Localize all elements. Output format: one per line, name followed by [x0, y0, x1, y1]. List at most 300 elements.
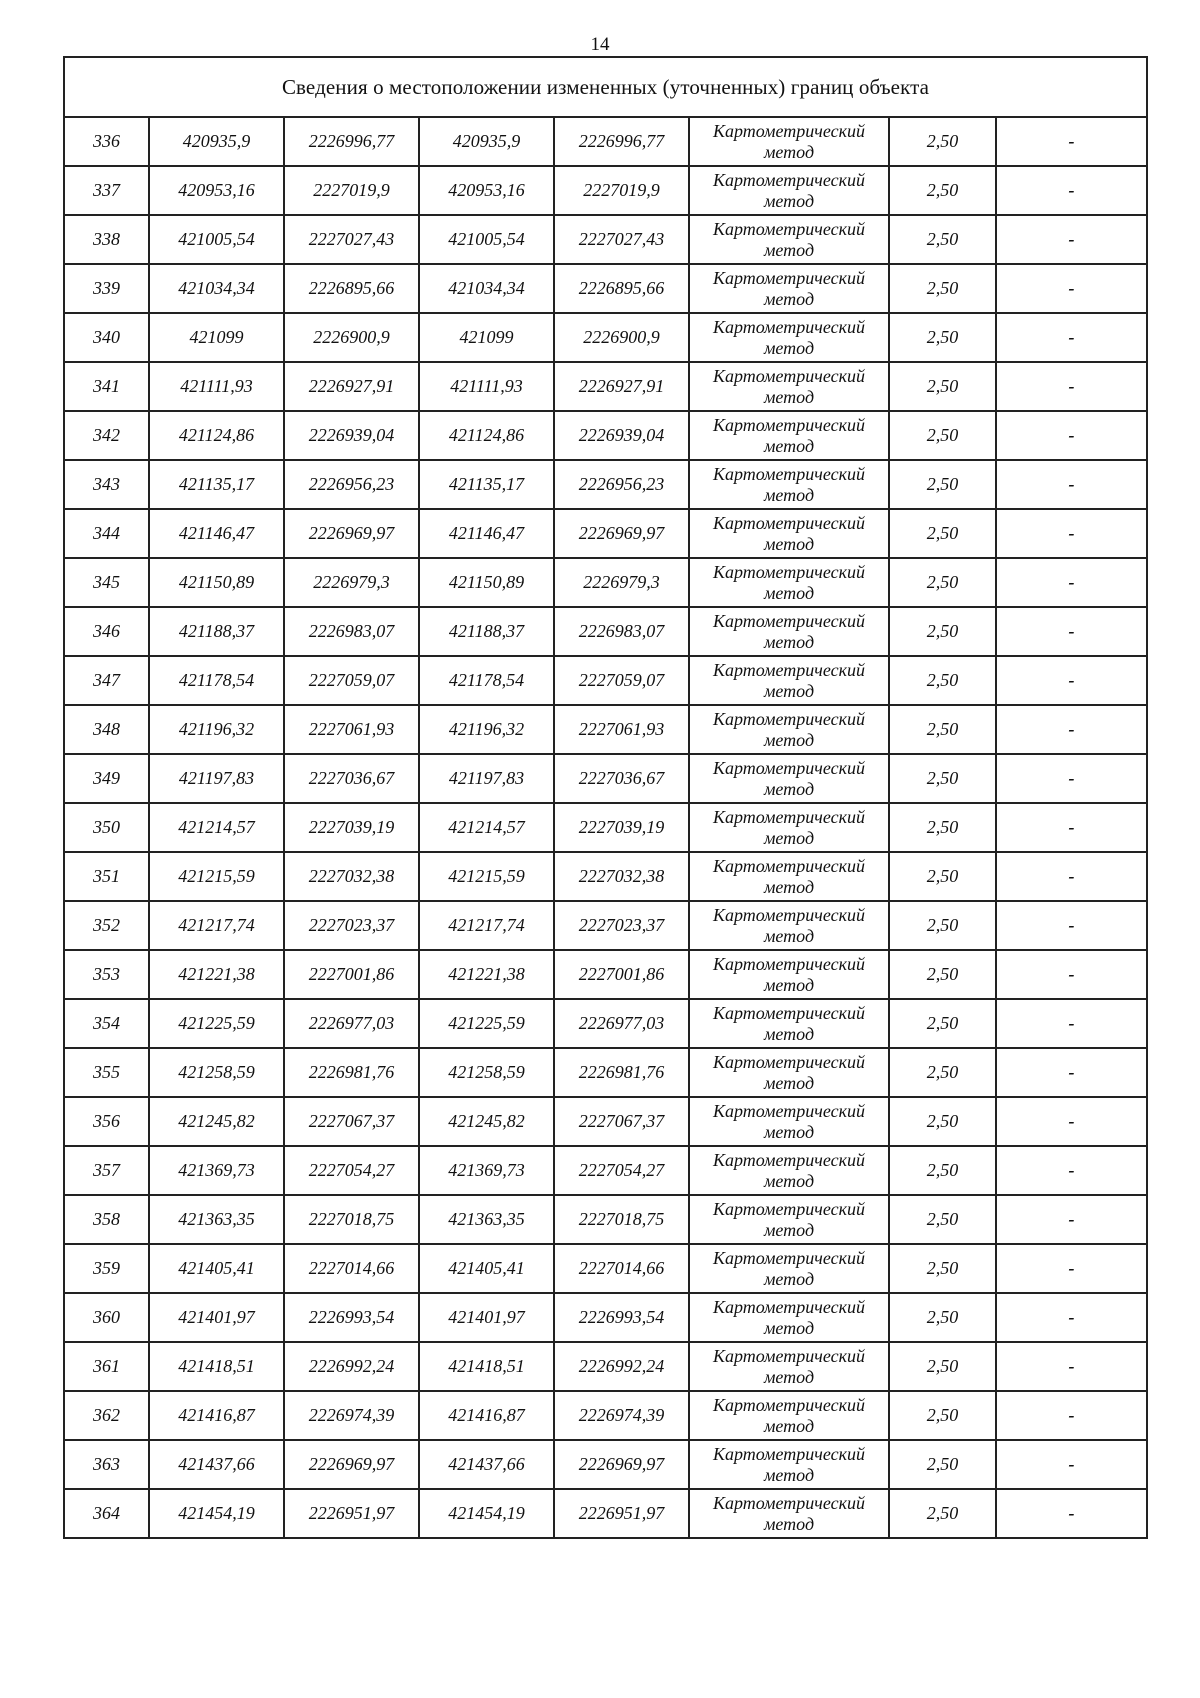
refined-y-cell: 2226996,77: [554, 117, 689, 166]
method-cell: [689, 1489, 889, 1538]
method-line-1: Картометрический: [712, 855, 865, 876]
method-line-2: метод: [763, 1023, 815, 1044]
precision-cell: 2,50: [889, 607, 996, 656]
method-line-2: метод: [763, 386, 815, 407]
table-row: [64, 362, 1147, 411]
existing-y-cell: 2226993,54: [284, 1293, 419, 1342]
precision-cell: 2,50: [889, 1097, 996, 1146]
point-number-cell: 347: [64, 656, 149, 705]
existing-x-cell: 421135,17: [149, 460, 284, 509]
note-cell: -: [996, 166, 1147, 215]
refined-y-cell: 2227001,86: [554, 950, 689, 999]
method-line-2: метод: [763, 337, 815, 358]
precision-cell: 2,50: [889, 460, 996, 509]
note-cell: -: [996, 1342, 1147, 1391]
existing-x-cell: 421437,66: [149, 1440, 284, 1489]
existing-y-cell: 2227061,93: [284, 705, 419, 754]
method-line-2: метод: [763, 1170, 815, 1191]
refined-x-cell: 421363,35: [419, 1195, 554, 1244]
method-line-2: метод: [763, 1415, 815, 1436]
refined-y-cell: 2226939,04: [554, 411, 689, 460]
table-row: [64, 1293, 1147, 1342]
table-row: [64, 999, 1147, 1048]
method-cell: [689, 166, 889, 215]
method-line-2: метод: [763, 484, 815, 505]
note-cell: -: [996, 1293, 1147, 1342]
point-number-cell: 336: [64, 117, 149, 166]
method-line-2: метод: [763, 729, 815, 750]
table-row: [64, 411, 1147, 460]
refined-y-cell: 2227061,93: [554, 705, 689, 754]
existing-x-cell: 421197,83: [149, 754, 284, 803]
method-cell: [689, 460, 889, 509]
point-number-cell: 351: [64, 852, 149, 901]
method-line-2: метод: [763, 239, 815, 260]
point-number-cell: 337: [64, 166, 149, 215]
note-cell: -: [996, 950, 1147, 999]
existing-x-cell: 421196,32: [149, 705, 284, 754]
method-cell: [689, 1293, 889, 1342]
existing-x-cell: 421005,54: [149, 215, 284, 264]
point-number-cell: 361: [64, 1342, 149, 1391]
method-cell: [689, 558, 889, 607]
existing-x-cell: 421221,38: [149, 950, 284, 999]
precision-cell: 2,50: [889, 656, 996, 705]
point-number-cell: 340: [64, 313, 149, 362]
existing-x-cell: 421178,54: [149, 656, 284, 705]
method-line-1: Картометрический: [712, 1345, 865, 1366]
existing-y-cell: 2226981,76: [284, 1048, 419, 1097]
method-cell: [689, 901, 889, 950]
refined-y-cell: 2226956,23: [554, 460, 689, 509]
refined-x-cell: 421150,89: [419, 558, 554, 607]
method-cell: [689, 852, 889, 901]
method-cell: [689, 607, 889, 656]
note-cell: -: [996, 607, 1147, 656]
point-number-cell: 359: [64, 1244, 149, 1293]
refined-x-cell: 421178,54: [419, 656, 554, 705]
existing-y-cell: 2226992,24: [284, 1342, 419, 1391]
existing-y-cell: 2226895,66: [284, 264, 419, 313]
note-cell: -: [996, 1195, 1147, 1244]
existing-y-cell: 2226939,04: [284, 411, 419, 460]
refined-y-cell: 2227018,75: [554, 1195, 689, 1244]
method-cell: [689, 1440, 889, 1489]
point-number-cell: 338: [64, 215, 149, 264]
method-line-1: Картометрический: [712, 1149, 865, 1170]
existing-y-cell: 2227067,37: [284, 1097, 419, 1146]
table-row: [64, 1391, 1147, 1440]
precision-cell: 2,50: [889, 901, 996, 950]
existing-x-cell: 421124,86: [149, 411, 284, 460]
existing-x-cell: 421225,59: [149, 999, 284, 1048]
method-line-2: метод: [763, 435, 815, 456]
table-row: [64, 1146, 1147, 1195]
existing-x-cell: 421245,82: [149, 1097, 284, 1146]
method-line-1: Картометрический: [712, 1051, 865, 1072]
method-cell: [689, 411, 889, 460]
method-line-2: метод: [763, 288, 815, 309]
refined-x-cell: 421197,83: [419, 754, 554, 803]
method-cell: [689, 803, 889, 852]
method-cell: [689, 362, 889, 411]
method-cell: [689, 509, 889, 558]
table-row: [64, 950, 1147, 999]
refined-y-cell: 2227014,66: [554, 1244, 689, 1293]
existing-x-cell: 421214,57: [149, 803, 284, 852]
point-number-cell: 352: [64, 901, 149, 950]
table-body: [64, 57, 1147, 1538]
existing-y-cell: 2227032,38: [284, 852, 419, 901]
point-number-cell: 355: [64, 1048, 149, 1097]
method-line-1: Картометрический: [712, 1198, 865, 1219]
refined-x-cell: 421418,51: [419, 1342, 554, 1391]
refined-y-cell: 2227067,37: [554, 1097, 689, 1146]
refined-x-cell: 421188,37: [419, 607, 554, 656]
existing-x-cell: 421034,34: [149, 264, 284, 313]
method-cell: [689, 999, 889, 1048]
method-line-1: Картометрический: [712, 1443, 865, 1464]
existing-y-cell: 2227001,86: [284, 950, 419, 999]
method-line-1: Картометрический: [712, 1296, 865, 1317]
existing-x-cell: 421099: [149, 313, 284, 362]
method-cell: [689, 1195, 889, 1244]
note-cell: -: [996, 803, 1147, 852]
page-number: 14: [590, 34, 610, 55]
method-line-1: Картометрический: [712, 659, 865, 680]
existing-y-cell: 2226969,97: [284, 1440, 419, 1489]
method-cell: [689, 313, 889, 362]
note-cell: -: [996, 754, 1147, 803]
table-row: [64, 852, 1147, 901]
method-line-2: метод: [763, 190, 815, 211]
refined-x-cell: 421146,47: [419, 509, 554, 558]
existing-y-cell: 2226983,07: [284, 607, 419, 656]
precision-cell: 2,50: [889, 950, 996, 999]
refined-y-cell: 2226951,97: [554, 1489, 689, 1538]
method-line-2: метод: [763, 1072, 815, 1093]
refined-y-cell: 2227023,37: [554, 901, 689, 950]
method-line-1: Картометрический: [712, 120, 865, 141]
point-number-cell: 353: [64, 950, 149, 999]
table-row: [64, 1195, 1147, 1244]
precision-cell: 2,50: [889, 852, 996, 901]
method-line-1: Картометрический: [712, 1002, 865, 1023]
existing-y-cell: 2226956,23: [284, 460, 419, 509]
existing-x-cell: 421215,59: [149, 852, 284, 901]
method-line-1: Картометрический: [712, 708, 865, 729]
method-line-1: Картометрический: [712, 904, 865, 925]
point-number-cell: 348: [64, 705, 149, 754]
refined-y-cell: 2227036,67: [554, 754, 689, 803]
method-line-2: метод: [763, 974, 815, 995]
method-line-1: Картометрический: [712, 267, 865, 288]
note-cell: -: [996, 1440, 1147, 1489]
refined-y-cell: 2226977,03: [554, 999, 689, 1048]
precision-cell: 2,50: [889, 362, 996, 411]
existing-x-cell: 421418,51: [149, 1342, 284, 1391]
precision-cell: 2,50: [889, 1195, 996, 1244]
refined-x-cell: 421124,86: [419, 411, 554, 460]
table-row: [64, 656, 1147, 705]
point-number-cell: 360: [64, 1293, 149, 1342]
method-line-2: метод: [763, 1464, 815, 1485]
note-cell: -: [996, 1097, 1147, 1146]
point-number-cell: 358: [64, 1195, 149, 1244]
refined-x-cell: 421217,74: [419, 901, 554, 950]
refined-y-cell: 2226895,66: [554, 264, 689, 313]
refined-x-cell: 421221,38: [419, 950, 554, 999]
note-cell: -: [996, 460, 1147, 509]
refined-x-cell: 421369,73: [419, 1146, 554, 1195]
note-cell: -: [996, 215, 1147, 264]
precision-cell: 2,50: [889, 1489, 996, 1538]
refined-y-cell: 2227059,07: [554, 656, 689, 705]
refined-y-cell: 2226981,76: [554, 1048, 689, 1097]
method-cell: [689, 1342, 889, 1391]
point-number-cell: 343: [64, 460, 149, 509]
precision-cell: 2,50: [889, 754, 996, 803]
table-row: [64, 607, 1147, 656]
precision-cell: 2,50: [889, 1440, 996, 1489]
existing-y-cell: 2227014,66: [284, 1244, 419, 1293]
table-row: [64, 803, 1147, 852]
boundary-coordinates-table: [63, 56, 1148, 1539]
note-cell: -: [996, 411, 1147, 460]
note-cell: -: [996, 264, 1147, 313]
refined-x-cell: 421225,59: [419, 999, 554, 1048]
method-line-1: Картометрический: [712, 953, 865, 974]
precision-cell: 2,50: [889, 1146, 996, 1195]
precision-cell: 2,50: [889, 1048, 996, 1097]
precision-cell: 2,50: [889, 1342, 996, 1391]
point-number-cell: 344: [64, 509, 149, 558]
refined-x-cell: 421245,82: [419, 1097, 554, 1146]
method-cell: [689, 1048, 889, 1097]
table-title-row: [64, 57, 1147, 117]
method-line-1: Картометрический: [712, 316, 865, 337]
point-number-cell: 346: [64, 607, 149, 656]
refined-x-cell: 421401,97: [419, 1293, 554, 1342]
refined-x-cell: 421416,87: [419, 1391, 554, 1440]
method-line-1: Картометрический: [712, 512, 865, 533]
existing-x-cell: 421405,41: [149, 1244, 284, 1293]
method-cell: [689, 117, 889, 166]
existing-y-cell: 2226900,9: [284, 313, 419, 362]
existing-y-cell: 2227059,07: [284, 656, 419, 705]
method-line-2: метод: [763, 1317, 815, 1338]
table-row: [64, 215, 1147, 264]
method-cell: [689, 1146, 889, 1195]
table-row: [64, 509, 1147, 558]
existing-x-cell: 421146,47: [149, 509, 284, 558]
method-line-2: метод: [763, 1121, 815, 1142]
existing-y-cell: 2226996,77: [284, 117, 419, 166]
refined-y-cell: 2226900,9: [554, 313, 689, 362]
method-line-1: Картометрический: [712, 610, 865, 631]
refined-y-cell: 2226979,3: [554, 558, 689, 607]
refined-y-cell: 2226992,24: [554, 1342, 689, 1391]
point-number-cell: 341: [64, 362, 149, 411]
method-line-2: метод: [763, 827, 815, 848]
existing-y-cell: 2226977,03: [284, 999, 419, 1048]
existing-y-cell: 2226979,3: [284, 558, 419, 607]
note-cell: -: [996, 558, 1147, 607]
refined-x-cell: 421099: [419, 313, 554, 362]
method-cell: [689, 754, 889, 803]
table-row: [64, 1440, 1147, 1489]
point-number-cell: 349: [64, 754, 149, 803]
method-line-2: метод: [763, 1366, 815, 1387]
point-number-cell: 363: [64, 1440, 149, 1489]
existing-x-cell: 421369,73: [149, 1146, 284, 1195]
refined-x-cell: 421214,57: [419, 803, 554, 852]
table-row: [64, 117, 1147, 166]
existing-x-cell: 421454,19: [149, 1489, 284, 1538]
precision-cell: 2,50: [889, 803, 996, 852]
note-cell: -: [996, 705, 1147, 754]
method-line-2: метод: [763, 1219, 815, 1240]
method-line-1: Картометрический: [712, 169, 865, 190]
table-row: [64, 313, 1147, 362]
method-line-1: Картометрический: [712, 1492, 865, 1513]
existing-y-cell: 2226969,97: [284, 509, 419, 558]
table-row: [64, 264, 1147, 313]
method-cell: [689, 1391, 889, 1440]
refined-x-cell: 420935,9: [419, 117, 554, 166]
refined-x-cell: 421405,41: [419, 1244, 554, 1293]
refined-x-cell: 421454,19: [419, 1489, 554, 1538]
table-row: [64, 705, 1147, 754]
method-cell: [689, 264, 889, 313]
point-number-cell: 339: [64, 264, 149, 313]
existing-y-cell: 2227018,75: [284, 1195, 419, 1244]
method-line-2: метод: [763, 876, 815, 897]
refined-x-cell: 421437,66: [419, 1440, 554, 1489]
refined-x-cell: 421258,59: [419, 1048, 554, 1097]
existing-x-cell: 421416,87: [149, 1391, 284, 1440]
refined-x-cell: 421215,59: [419, 852, 554, 901]
method-line-2: метод: [763, 1513, 815, 1534]
existing-y-cell: 2226927,91: [284, 362, 419, 411]
note-cell: -: [996, 1391, 1147, 1440]
note-cell: -: [996, 1489, 1147, 1538]
existing-x-cell: 421363,35: [149, 1195, 284, 1244]
existing-x-cell: 421217,74: [149, 901, 284, 950]
method-line-2: метод: [763, 141, 815, 162]
table-row: [64, 460, 1147, 509]
refined-y-cell: 2226974,39: [554, 1391, 689, 1440]
refined-y-cell: 2226993,54: [554, 1293, 689, 1342]
refined-x-cell: 421196,32: [419, 705, 554, 754]
existing-x-cell: 421258,59: [149, 1048, 284, 1097]
precision-cell: 2,50: [889, 705, 996, 754]
precision-cell: 2,50: [889, 1391, 996, 1440]
point-number-cell: 354: [64, 999, 149, 1048]
note-cell: -: [996, 362, 1147, 411]
method-cell: [689, 1097, 889, 1146]
refined-x-cell: 421111,93: [419, 362, 554, 411]
method-cell: [689, 1244, 889, 1293]
table-row: [64, 558, 1147, 607]
table-row: [64, 754, 1147, 803]
note-cell: -: [996, 656, 1147, 705]
precision-cell: 2,50: [889, 558, 996, 607]
precision-cell: 2,50: [889, 1244, 996, 1293]
note-cell: -: [996, 1146, 1147, 1195]
existing-y-cell: 2226974,39: [284, 1391, 419, 1440]
precision-cell: 2,50: [889, 117, 996, 166]
existing-y-cell: 2227054,27: [284, 1146, 419, 1195]
method-line-1: Картометрический: [712, 806, 865, 827]
refined-x-cell: 421135,17: [419, 460, 554, 509]
method-cell: [689, 215, 889, 264]
table-title: Сведения о местоположении измененных (уточненных) границ объекта: [64, 57, 1147, 117]
refined-y-cell: 2227054,27: [554, 1146, 689, 1195]
table-row: [64, 901, 1147, 950]
point-number-cell: 357: [64, 1146, 149, 1195]
note-cell: -: [996, 852, 1147, 901]
refined-y-cell: 2227019,9: [554, 166, 689, 215]
existing-x-cell: 421111,93: [149, 362, 284, 411]
method-cell: [689, 656, 889, 705]
table-row: [64, 1342, 1147, 1391]
method-line-1: Картометрический: [712, 1100, 865, 1121]
precision-cell: 2,50: [889, 509, 996, 558]
method-line-1: Картометрический: [712, 561, 865, 582]
refined-x-cell: 421034,34: [419, 264, 554, 313]
existing-x-cell: 421401,97: [149, 1293, 284, 1342]
method-line-1: Картометрический: [712, 1247, 865, 1268]
method-line-1: Картометрический: [712, 757, 865, 778]
method-line-2: метод: [763, 778, 815, 799]
precision-cell: 2,50: [889, 313, 996, 362]
note-cell: -: [996, 999, 1147, 1048]
precision-cell: 2,50: [889, 215, 996, 264]
point-number-cell: 342: [64, 411, 149, 460]
note-cell: -: [996, 901, 1147, 950]
existing-y-cell: 2227019,9: [284, 166, 419, 215]
refined-y-cell: 2226969,97: [554, 509, 689, 558]
existing-y-cell: 2227036,67: [284, 754, 419, 803]
note-cell: -: [996, 509, 1147, 558]
method-line-1: Картометрический: [712, 365, 865, 386]
existing-x-cell: 420935,9: [149, 117, 284, 166]
method-line-2: метод: [763, 925, 815, 946]
refined-x-cell: 420953,16: [419, 166, 554, 215]
precision-cell: 2,50: [889, 1293, 996, 1342]
note-cell: -: [996, 313, 1147, 362]
note-cell: -: [996, 1244, 1147, 1293]
existing-x-cell: 421150,89: [149, 558, 284, 607]
precision-cell: 2,50: [889, 264, 996, 313]
point-number-cell: 345: [64, 558, 149, 607]
existing-y-cell: 2226951,97: [284, 1489, 419, 1538]
existing-y-cell: 2227027,43: [284, 215, 419, 264]
note-cell: -: [996, 117, 1147, 166]
table-row: [64, 166, 1147, 215]
existing-y-cell: 2227039,19: [284, 803, 419, 852]
method-line-1: Картометрический: [712, 218, 865, 239]
refined-y-cell: 2226969,97: [554, 1440, 689, 1489]
method-line-2: метод: [763, 680, 815, 701]
method-line-2: метод: [763, 533, 815, 554]
note-cell: -: [996, 1048, 1147, 1097]
existing-y-cell: 2227023,37: [284, 901, 419, 950]
method-line-1: Картометрический: [712, 1394, 865, 1415]
point-number-cell: 364: [64, 1489, 149, 1538]
point-number-cell: 350: [64, 803, 149, 852]
